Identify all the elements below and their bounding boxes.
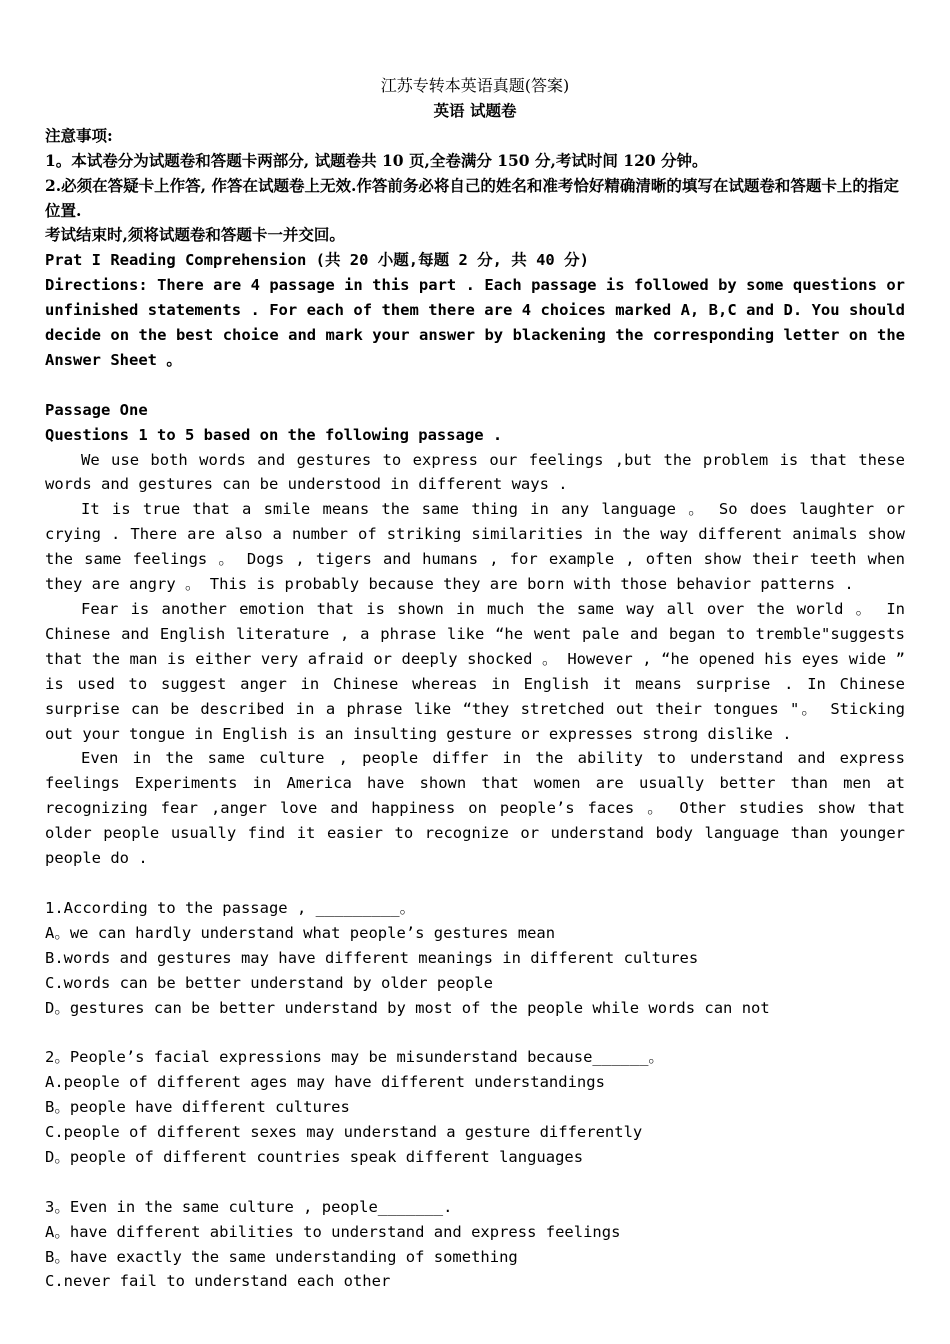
question-option: B.words and gestures may have different meanings in different cultures: [45, 948, 699, 967]
notice-heading: 注意事项:: [45, 125, 113, 145]
passage-paragraph: Fear is another emotion that is shown in much the same way all over the world 。 In Chinese and English literature , a phrase like “he went pale and began to tremble"suggests that the man is either very afraid or deeply shocked 。 However , “he opened his eyes wide ” is used to suggest anger in Chinese whereas in English it means surprise . In Chinese surprise can be described in a phrase like “they stretched out their tongues "。 Sticking out your tongue in English is an insulting gesture or expresses strong dislike .: [45, 600, 905, 743]
question-option: A。have different abilities to understand and express feelings: [45, 1222, 621, 1241]
exam-page: [45, 74, 905, 1294]
question-option: D。gestures can be better understand by most of the people while words can not: [45, 998, 770, 1017]
questions-intro: Questions 1 to 5 based on the following passage .: [45, 425, 503, 444]
notice-item-3: 考试结束时,须将试题卷和答题卡一并交回。: [45, 225, 345, 245]
question-option: D。people of different countries speak different languages: [45, 1147, 584, 1166]
question-1: [45, 896, 905, 1021]
question-stem: 1.According to the passage , _________。: [45, 898, 416, 917]
question-2: [45, 1045, 905, 1170]
question-option: B。have exactly the same understanding of something: [45, 1247, 518, 1266]
passage-heading: Passage One: [45, 400, 148, 419]
notice-item-1: 1。本试卷分为试题卷和答题卡两部分, 试题卷共 10 页,全卷满分 150 分,考试时间 120 分钟。: [45, 150, 708, 170]
page-subtitle: 英语 试题卷: [433, 100, 517, 120]
question-option: C.words can be better understand by older people: [45, 973, 493, 992]
question-option: A.people of different ages may have different understandings: [45, 1073, 605, 1092]
passage-paragraph: It is true that a smile means the same thing in any language 。 So does laughter or crying . There are also a number of striking similarities in the way different animals show the same feelings 。 Dogs , tigers and humans , for example , often show their teeth when they are angry 。 This is probably because they are born with those behavior patterns .: [45, 500, 905, 594]
directions: Directions: There are 4 passage in this part . Each passage is followed by some questions or unfinished statements . For each of them there are 4 choices marked A, B,C and D. You should decide on the best choice and mark your answer by blackening the corresponding letter on the Answer Sheet 。: [45, 276, 905, 369]
question-option: A。we can hardly understand what people’s gestures mean: [45, 923, 556, 942]
passage-paragraph: Even in the same culture , people differ in the ability to understand and express feelings Experiments in America have shown that women are usually better than men at recognizing fear ,anger love and happiness on people’s faces 。 Other studies show that older people usually find it easier to recognize or understand body language than younger people do .: [45, 749, 905, 868]
passage-paragraph: We use both words and gestures to express our feelings ,but the problem is that these words and gestures can be understood in different ways .: [45, 450, 905, 494]
question-option: B。people have different cultures: [45, 1098, 350, 1117]
question-3: [45, 1195, 905, 1295]
part-heading: Prat I Reading Comprehension (共 20 小题,每题 2 分, 共 40 分): [45, 251, 589, 270]
page-title: 江苏专转本英语真题(答案): [380, 76, 570, 95]
notice-item-2: 2.必须在答疑卡上作答, 作答在试题卷上无效.作答前务必将自己的姓名和准考恰好精确清晰的填写在试题卷和答题卡上的指定位置.: [45, 175, 899, 220]
question-stem: 2。People’s facial expressions may be misunderstand because______。: [45, 1048, 664, 1067]
question-option: C.people of different sexes may understand a gesture differently: [45, 1123, 643, 1142]
question-option: C.never fail to understand each other: [45, 1272, 391, 1291]
question-stem: 3。Even in the same culture , people_______.: [45, 1197, 453, 1216]
